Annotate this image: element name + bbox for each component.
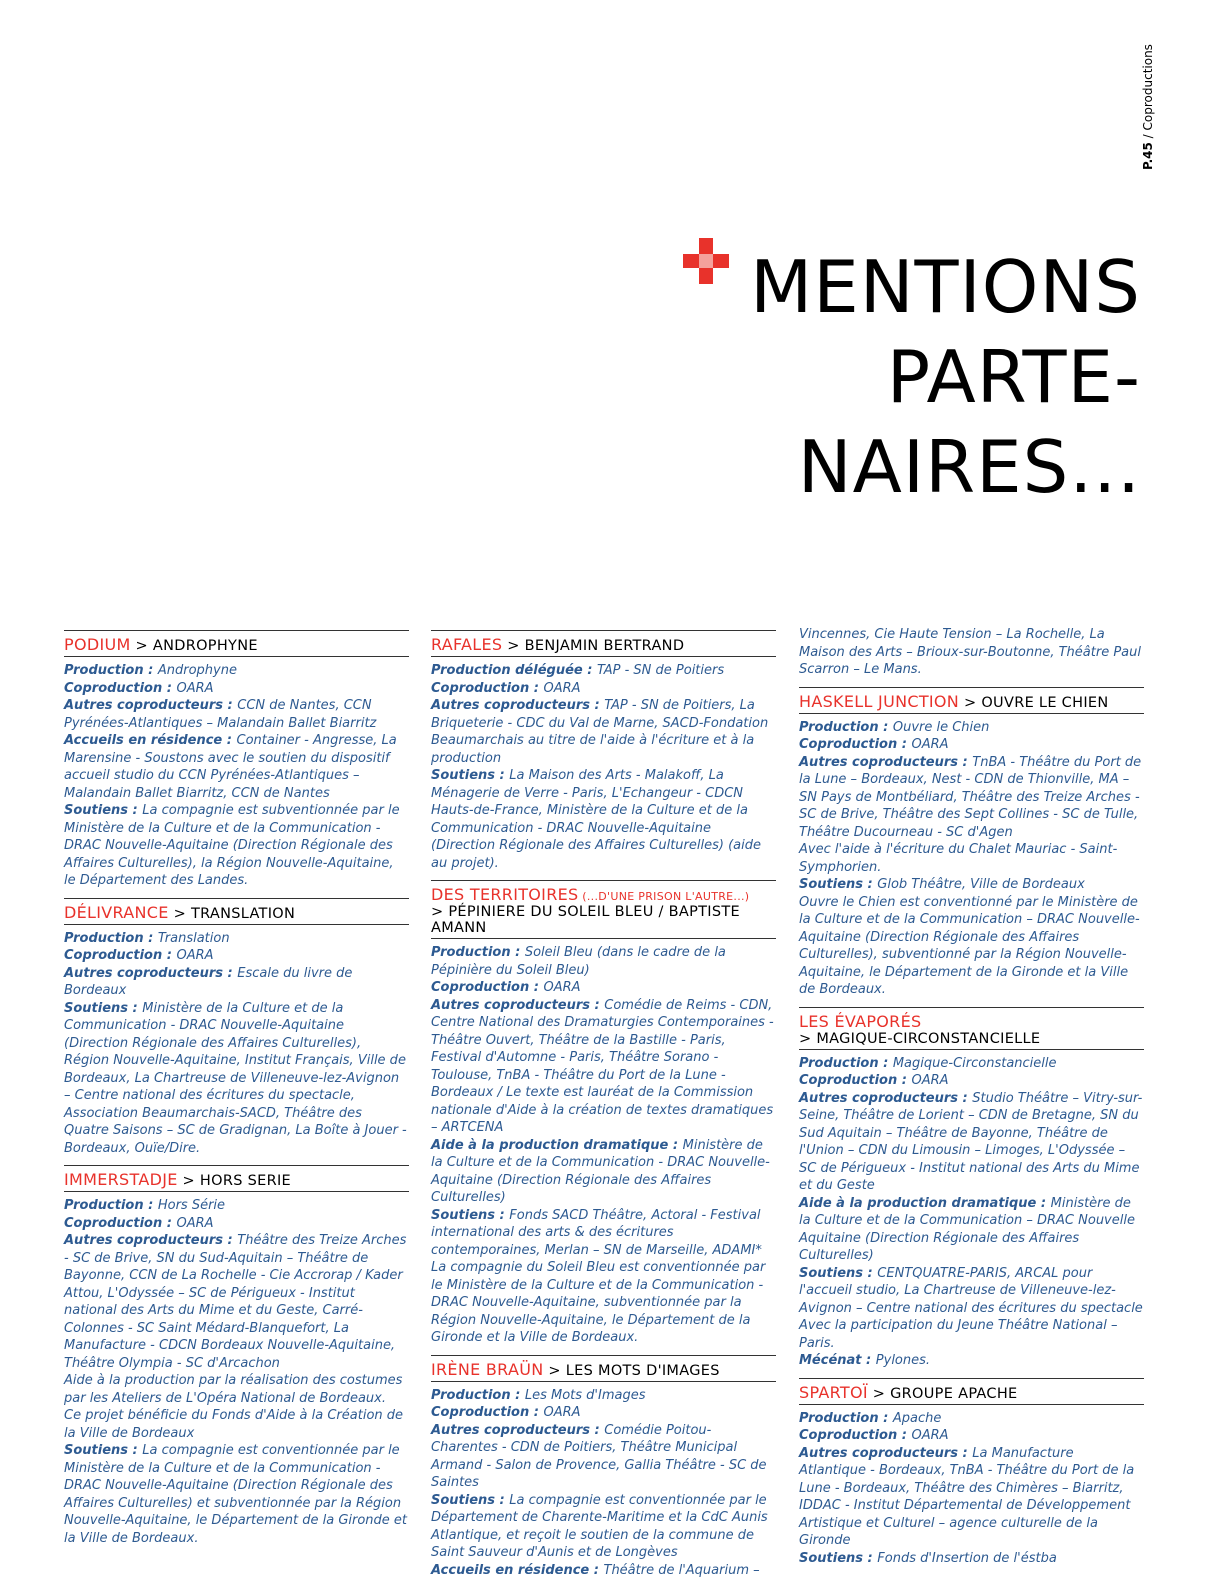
- credit-heading: [431, 631, 776, 657]
- credit-line: [431, 767, 776, 872]
- title-line: MENTIONS: [750, 245, 1141, 329]
- credit-line: [431, 1404, 776, 1422]
- credit-body: [431, 939, 776, 1347]
- credit-label: Coproduction :: [64, 948, 177, 963]
- credit-text: Les Mots d'Images: [524, 1387, 646, 1403]
- company-name: > ANDROPHYNE: [130, 638, 258, 654]
- credit-text: OARA: [176, 1215, 214, 1231]
- credit-heading: [431, 1356, 776, 1382]
- company-name: > OUVRE LE CHIEN: [959, 694, 1109, 711]
- credit-line: [799, 1090, 1144, 1195]
- credit-text: Ministère de la Culture et de la Communication - DRAC Nouvelle-Aquitaine (Direction Régionale des Affaires Culturelles), Région Nouvelle-Aquitaine, Institut Français, Ville de Bordeaux, La Chartreuse de Villeneuve-lez-Avignon – Centre national des écritures du spectacle, Association Beaumarchais-SACD, Théâtre des Quatre Saisons – SC de Gradignan, La Boîte à Jouer - Bordeaux, Ouïe/Dire.: [64, 1000, 407, 1156]
- credit-label: Production :: [799, 1410, 893, 1426]
- credit-text: OARA: [911, 1428, 949, 1443]
- page-label-separator: /: [1141, 130, 1155, 143]
- credit-line: [431, 1562, 776, 1580]
- credit-entry: [64, 630, 409, 890]
- credit-label: Soutiens :: [799, 1265, 878, 1281]
- credit-text: La Maison des Arts - Malakoff, La Ménagerie de Verre - Paris, L'Echangeur - CDCN Hauts-de-France, Ministère de la Culture et de la Communication - DRAC Nouvelle-Aquitaine (Direction Régionale des Affaires Culturelles) (aide au projet).: [431, 768, 761, 871]
- credit-label: Coproduction :: [64, 680, 177, 696]
- credit-text: La compagnie est conventionnée par le Ministère de la Culture et de la Communication - DRAC Nouvelle-Aquitaine (Direction Régionale des Affaires Culturelles) et subventionnée par la Région Nouvelle-Aquitaine, le Département de la Gironde et la Ville de Bordeaux.: [64, 1443, 408, 1546]
- credit-text: Pylones.: [875, 1353, 931, 1368]
- credit-text: Ministère de la Culture et de la Communication – DRAC Nouvelle Aquitaine (Direction Régionale des Affaires Culturelles): [799, 1195, 1135, 1263]
- credit-label: Autres coproducteurs :: [64, 698, 238, 713]
- credit-line: [431, 680, 776, 698]
- credit-text: Avec l'aide à l'écriture du Chalet Mauriac - Saint-Symphorien.: [799, 842, 1118, 875]
- credit-entry: [799, 687, 1144, 999]
- credit-heading: [799, 688, 1144, 714]
- credit-line: [799, 719, 1144, 737]
- credit-text: OARA: [176, 948, 214, 963]
- credit-line: [799, 1427, 1144, 1445]
- credit-line: [799, 1352, 1144, 1370]
- credit-text: La compagnie est conventionnée par le Département de Charente-Maritime et la CdC Aunis Atlantique, et reçoit le soutien de la commune de Saint Sauveur d'Aunis et de Longèves: [431, 1492, 768, 1560]
- credit-heading: [431, 881, 776, 939]
- credit-label: Coproduction :: [799, 1428, 912, 1443]
- credit-text: Avec la participation du Jeune Théâtre National – Paris.: [799, 1318, 1118, 1351]
- credit-entry: [431, 1355, 776, 1580]
- title-line: PARTE-: [886, 335, 1141, 419]
- plus-icon: [683, 238, 729, 284]
- credit-text: OARA: [543, 1405, 581, 1420]
- credit-label: Autres coproducteurs :: [64, 965, 238, 981]
- show-title: IRÈNE BRAÜN: [431, 1359, 544, 1379]
- credit-label: Soutiens :: [64, 803, 143, 818]
- credit-label: Soutiens :: [431, 1207, 510, 1223]
- credit-text: La Manufacture Atlantique - Bordeaux, TnBA - Théâtre du Port de la Lune - Bordeaux, Théâtre des Chimères – Biarritz, IDDAC - Institut Départemental de Développement Artistique et Culturel – agence culturelle de la Gironde: [799, 1445, 1135, 1548]
- credit-text: Container - Angresse, La Marensine - Soustons avec le soutien du dispositif accueil studio du CCN Pyrénées-Atlantiques – Malandain Ballet Biarritz, CCN de Nantes: [64, 733, 397, 801]
- credit-line: [431, 697, 776, 767]
- credit-line: [431, 1259, 776, 1347]
- credit-body: [799, 1050, 1144, 1370]
- credit-text: OARA: [543, 680, 581, 696]
- credit-text: Aide à la production par la réalisation des costumes par les Ateliers de L'Opéra National de Bordeaux.: [64, 1373, 403, 1406]
- credit-body: [431, 1382, 776, 1580]
- credit-text: Apache: [892, 1410, 942, 1426]
- credit-label: Autres coproducteurs :: [431, 997, 605, 1013]
- credit-text: OARA: [911, 737, 949, 752]
- credit-text: TAP - SN de Poitiers, La Briqueterie - CDC du Val de Marne, SACD-Fondation Beaumarchais au titre de l'aide à l'écriture et à la production: [431, 698, 769, 766]
- credit-label: Aide à la production dramatique :: [799, 1195, 1051, 1211]
- credit-label: Soutiens :: [431, 1492, 510, 1508]
- credit-body: [799, 714, 1144, 999]
- credit-label: Autres coproducteurs :: [431, 698, 605, 713]
- credit-line: [431, 662, 776, 680]
- show-title: RAFALES: [431, 635, 503, 654]
- company-name: > LES MOTS D'IMAGES: [543, 1362, 720, 1379]
- credit-label: Autres coproducteurs :: [799, 754, 973, 770]
- credit-line: [799, 1317, 1144, 1352]
- show-title: IMMERSTADJE: [64, 1170, 178, 1189]
- credit-line: [799, 736, 1144, 754]
- credit-line: [799, 876, 1144, 894]
- credit-line: [799, 1410, 1144, 1428]
- credit-label: Production :: [64, 1198, 158, 1213]
- credit-line: [799, 1265, 1144, 1318]
- credit-line: [64, 1442, 409, 1547]
- credit-label: Autres coproducteurs :: [799, 1090, 973, 1106]
- credit-text: TAP - SN de Poitiers: [596, 663, 725, 678]
- credit-text: Glob Théâtre, Ville de Bordeaux: [877, 877, 1085, 892]
- credit-body: [64, 925, 409, 1158]
- show-title: DÉLIVRANCE: [64, 902, 169, 922]
- credit-line: [431, 979, 776, 997]
- credit-label: Coproduction :: [799, 1073, 912, 1088]
- credit-label: Accueils en résidence :: [431, 1562, 604, 1578]
- credit-line: [799, 754, 1144, 842]
- credit-line: [64, 1197, 409, 1215]
- credit-line: [431, 1387, 776, 1405]
- credit-text: Studio Théâtre – Vitry-sur-Seine, Théâtre de Lorient – CDN de Bretagne, SN du Sud Aquitain – Théâtre de Bayonne, Théâtre de l'Union – CDN du Limousin – Limoges, L'Odyssée – SC de Périgueux - Institut national des Arts du Mime et du Geste: [799, 1090, 1143, 1193]
- show-title: PODIUM: [64, 635, 131, 654]
- credit-line: [64, 1000, 409, 1158]
- company-name: > PÉPINIERE DU SOLEIL BLEU / BAPTISTE AMANN: [431, 904, 740, 936]
- credit-line: [799, 1445, 1144, 1550]
- credit-text: Magique-Circonstancielle: [892, 1055, 1057, 1071]
- credit-heading: [64, 899, 409, 925]
- company-name: > HORS SERIE: [177, 1173, 291, 1189]
- company-name: > TRANSLATION: [168, 905, 296, 922]
- credit-line: [799, 1072, 1144, 1090]
- page-label: [1141, 30, 1169, 170]
- credit-text: Fonds SACD Théâtre, Actoral - Festival international des arts & des écritures contemporaines, Merlan – SN de Marseille, ADAMI*: [431, 1207, 762, 1258]
- credit-heading: [799, 1008, 1144, 1050]
- credit-line: [431, 1422, 776, 1492]
- credit-line: [64, 1407, 409, 1442]
- credit-label: Mécénat :: [799, 1353, 876, 1368]
- credit-text: CENTQUATRE-PARIS, ARCAL pour l'accueil studio, La Chartreuse de Villeneuve-lez-Avignon – Centre national des écritures du spectacle: [799, 1265, 1143, 1316]
- company-name: > BENJAMIN BERTRAND: [502, 638, 685, 654]
- credit-text: OARA: [911, 1073, 949, 1088]
- credit-line: [64, 1372, 409, 1407]
- credit-line: [799, 1055, 1144, 1073]
- credit-text: Ce projet bénéficie du Fonds d'Aide à la Création de la Ville de Bordeaux: [64, 1408, 404, 1441]
- credit-text: Théâtre de l'Aquarium –: [603, 1562, 760, 1578]
- credit-line: [64, 732, 409, 802]
- credit-body: [799, 1405, 1144, 1568]
- credit-line: [431, 997, 776, 1137]
- column-3: [799, 626, 1144, 1575]
- company-name: > MAGIQUE-CIRCONSTANCIELLE: [799, 1030, 1041, 1047]
- show-title: DES TERRITOIRES: [431, 885, 579, 904]
- credit-heading: [799, 1379, 1144, 1405]
- credit-entry: [64, 1165, 409, 1547]
- credit-line: [64, 802, 409, 890]
- credit-text: TnBA - Théâtre du Port de la Lune – Bordeaux, Nest - CDN de Thionville, MA – SN Pays de Montbéliard, Théâtre des Treize Arches - SC de Brive, Théâtre des Sept Collines - SC de Tulle, Théâtre Ducourneau - SC d'Agen: [799, 754, 1142, 840]
- credit-label: Production :: [799, 719, 893, 735]
- credit-label: Soutiens :: [799, 877, 878, 892]
- credit-line: [799, 841, 1144, 876]
- credit-entry: [431, 880, 776, 1347]
- credit-entry: [799, 1378, 1144, 1568]
- page-number: P.45: [1141, 142, 1155, 170]
- credit-text: Théâtre des Treize Arches - SC de Brive, SN du Sud-Aquitain – Théâtre de Bayonne, CCN de La Rochelle - Cie Accrorap / Kader Attou, L'Odyssée – SC de Périgueux - Institut national des Arts du Mime et du Geste, Carré-Colonnes - SC Saint Médard-Blanquefort, La Manufacture - CDCN Bordeaux Nouvelle-Aquitaine, Théâtre Olympia - SC d'Arcachon: [64, 1233, 407, 1371]
- credit-text: Androphyne: [157, 663, 237, 678]
- credit-text: Soleil Bleu (dans le cadre de la Pépinière du Soleil Bleu): [431, 945, 726, 978]
- credit-entry: [64, 898, 409, 1158]
- credit-text: Comédie de Reims - CDN, Centre National des Dramaturgies Contemporaines - Théâtre Ouvert, Théâtre de la Bastille - Paris, Festival d'Automne - Paris, Théâtre Sorano - Toulouse, TnBA - Théâtre du Port de la Lune - Bordeaux / Le texte est lauréat de la Commission nationale d'Aide à la création de textes dramatiques – ARTCENA: [431, 997, 774, 1135]
- credit-line: [64, 1215, 409, 1233]
- credit-text: OARA: [543, 980, 581, 995]
- credit-text: Escale du livre de Bordeaux: [64, 965, 353, 998]
- credit-text: Ouvre le Chien est conventionné par le Ministère de la Culture et de la Communication – DRAC Nouvelle-Aquitaine (Direction Régionale des Affaires Culturelles), subventionné par la Région Nouvelle-Aquitaine, le Département de la Gironde et la Ville de Bordeaux.: [799, 894, 1140, 997]
- column-2: [431, 630, 776, 1587]
- credit-line: [64, 662, 409, 680]
- credit-label: Production déléguée :: [431, 663, 597, 678]
- column-1: [64, 630, 409, 1555]
- credit-line: [431, 1137, 776, 1207]
- credit-label: Production :: [431, 1387, 525, 1403]
- credit-text: CCN de Nantes, CCN Pyrénées-Atlantiques – Malandain Ballet Biarritz: [64, 698, 377, 731]
- page-title: [750, 242, 1141, 512]
- credit-line: [64, 965, 409, 1000]
- credit-label: Coproduction :: [431, 1405, 544, 1420]
- credit-body: [64, 1192, 409, 1547]
- continued-text: [799, 626, 1144, 679]
- credit-label: Production :: [799, 1055, 893, 1071]
- credit-line: [431, 944, 776, 979]
- credit-label: Coproduction :: [799, 737, 912, 752]
- credit-label: Production :: [64, 663, 158, 678]
- credit-line: [64, 1232, 409, 1372]
- credit-label: Autres coproducteurs :: [64, 1233, 238, 1248]
- credit-text: Fonds d'Insertion de l'éstba: [877, 1550, 1057, 1566]
- credit-text: OARA: [176, 680, 214, 696]
- credit-line: [64, 930, 409, 948]
- credit-label: Production :: [64, 930, 158, 946]
- credit-heading: [64, 1166, 409, 1192]
- credit-line: [64, 680, 409, 698]
- credit-label: Coproduction :: [431, 980, 544, 995]
- credit-entry: [799, 1007, 1144, 1370]
- credit-label: Coproduction :: [64, 1215, 177, 1231]
- credit-label: Coproduction :: [431, 680, 544, 696]
- credit-text: Ministère de la Culture et de la Communication - DRAC Nouvelle-Aquitaine (Direction Régionale des Affaires Culturelles): [431, 1137, 770, 1205]
- credit-text: Comédie Poitou-Charentes - CDN de Poitiers, Théâtre Municipal Armand - Salon de Provence, Gallia Théâtre - SC de Saintes: [431, 1422, 767, 1490]
- credit-label: Aide à la production dramatique :: [431, 1137, 683, 1153]
- credit-line: [799, 894, 1144, 999]
- page-section: Coproductions: [1141, 44, 1155, 131]
- show-subtitle: (...D'UNE PRISON L'AUTRE...): [578, 890, 750, 903]
- credit-heading: [64, 631, 409, 657]
- show-title: SPARTOÏ: [799, 1382, 868, 1402]
- credit-body: [64, 657, 409, 890]
- title-line: NAIRES...: [797, 425, 1141, 509]
- show-title: LES ÉVAPORÉS: [799, 1011, 922, 1031]
- credit-entry: [431, 630, 776, 872]
- credit-label: Soutiens :: [431, 768, 510, 783]
- credit-label: Soutiens :: [64, 1000, 143, 1016]
- show-title: HASKELL JUNCTION: [799, 691, 960, 711]
- credit-line: [64, 697, 409, 732]
- credit-label: Soutiens :: [799, 1550, 878, 1566]
- credit-line: [431, 1492, 776, 1562]
- credit-line: [64, 947, 409, 965]
- credit-label: Production :: [431, 945, 525, 960]
- credit-label: Soutiens :: [64, 1443, 143, 1458]
- credit-label: Autres coproducteurs :: [431, 1422, 605, 1438]
- company-name: > GROUPE APACHE: [867, 1385, 1018, 1402]
- credit-label: Autres coproducteurs :: [799, 1445, 973, 1461]
- credit-text: Hors Série: [157, 1198, 226, 1213]
- credit-line: [431, 1207, 776, 1260]
- credit-body: [431, 657, 776, 872]
- credit-line: [799, 1195, 1144, 1265]
- credit-text: Translation: [157, 930, 230, 946]
- continued-paragraph: Vincennes, Cie Haute Tension – La Rochelle, La Maison des Arts – Brioux-sur-Boutonne, Théâtre Paul Scarron – Le Mans.: [799, 627, 1141, 677]
- credit-text: La compagnie du Soleil Bleu est conventionnée par le Ministère de la Culture et de la Communication - DRAC Nouvelle-Aquitaine, subventionnée par la Région Nouvelle-Aquitaine, le Département de la Gironde et la Ville de Bordeaux.: [431, 1260, 766, 1345]
- credit-line: [799, 1550, 1144, 1568]
- credit-text: Ouvre le Chien: [892, 719, 990, 735]
- credit-label: Accueils en résidence :: [64, 733, 237, 748]
- credit-text: La compagnie est subventionnée par le Ministère de la Culture et de la Communication - DRAC Nouvelle-Aquitaine (Direction Régionale des Affaires Culturelles), la Région Nouvelle-Aquitaine, le Département des Landes.: [64, 803, 400, 888]
